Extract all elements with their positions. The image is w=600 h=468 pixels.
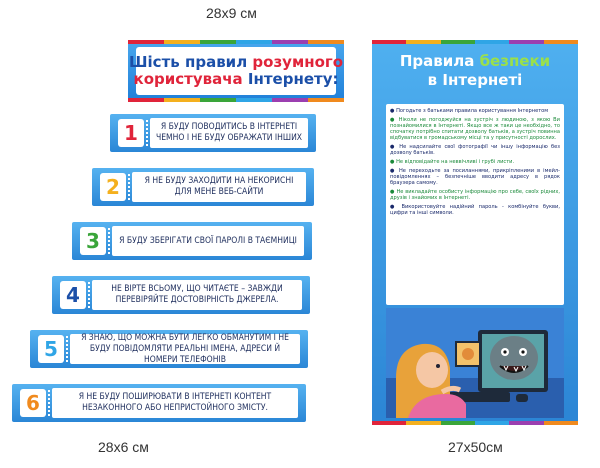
poster-title <box>390 52 560 96</box>
title-text-highlight: розумного <box>252 53 344 71</box>
title-text-box <box>129 47 344 95</box>
perforation <box>146 120 148 146</box>
rule-number: 5 <box>38 335 64 363</box>
poster-bullet: ● Не надсилайте свої фотографії чи іншу інформацію без дозволу батьків. <box>390 144 560 157</box>
rule-card-5 <box>30 330 308 368</box>
poster-bullet: ● Не відповідайте на неввічливі і грубі листи. <box>390 159 515 166</box>
color-stripe <box>128 98 344 102</box>
rule-number: 6 <box>20 389 46 417</box>
poster-bullet-text: Не відповідайте на неввічливі і грубі листи. <box>396 159 515 166</box>
poster-bullet: ● Використовуйте надійний пароль - комбінуйте букви, цифри та інші символи. <box>390 204 560 217</box>
color-stripe <box>372 421 578 425</box>
rule-text: Я НЕ БУДУ ПОШИРЮВАТИ В ІНТЕРНЕТІ КОНТЕНТ НЕЗАКОННОГО АБО НЕПРИСТОЙНОГО ЗМІСТУ. <box>52 388 298 418</box>
rule-card-2 <box>92 168 314 206</box>
title-banner <box>128 40 344 102</box>
dimension-label-bottom-right: 27x50см <box>448 439 503 455</box>
rule-text: Я БУДУ ЗБЕРІГАТИ СВОЇ ПАРОЛІ В ТАЄМНИЦІ <box>112 226 304 256</box>
poster-title-text: Правила <box>399 52 480 70</box>
title-line-1 <box>129 54 343 71</box>
poster-bullet-text: Не надсилайте свої фотографії чи іншу інформацію без дозволу батьків. <box>390 144 560 157</box>
title-text-highlight: користувача <box>133 70 243 88</box>
perforation <box>66 336 68 362</box>
poster-bullet: ● Не переходьте за посиланнями, прикріпленими в імейл-повідомленнях – безпечніше вводити адресу в рядок браузера самому. <box>390 168 560 187</box>
title-line-2 <box>134 71 339 88</box>
rule-card-6 <box>12 384 306 422</box>
poster-bullet: ● Погодьте з батьками правила користування Інтернетом <box>390 108 549 114</box>
poster-bullet-text: Ніколи не погоджуйся на зустріч з людиною, з якою Ви познайомилися в Інтернеті. Якщо все ж таки це необхідно, то спочатку потрібно спитати дозволу батьків, а зустріч повинна відбуватися в громадському місці та у присутності дорослих. <box>390 116 560 142</box>
color-stripe <box>128 40 344 44</box>
rule-text: Я ЗНАЮ, ЩО МОЖНА БУТИ ЛЕГКО ОБМАНУТИМ І НЕ БУДУ ПОВІДОМЛЯТИ РЕАЛЬНІ ІМЕНА, АДРЕСИ Й НОМЕРИ ТЕЛЕФОНІВ <box>70 334 300 364</box>
rule-text: Я БУДУ ПОВОДИТИСЬ В ІНТЕРНЕТІ ЧЕМНО І НЕ БУДУ ОБРАЖАТИ ІНШИХ <box>150 118 308 148</box>
rule-number: 1 <box>118 119 144 147</box>
color-stripe <box>372 40 578 44</box>
poster-bullet-text: Погодьте з батьками правила користування Інтернетом <box>396 108 549 114</box>
perforation <box>48 390 50 416</box>
poster-rules-box <box>386 104 564 305</box>
safety-poster <box>372 40 578 425</box>
rule-card-4 <box>52 276 310 314</box>
poster-bullet: ● Не викладайте особисту інформацію про себе, своїх рідних, друзів і знайомих в Інтернеті. <box>390 189 560 202</box>
poster-bullet: ● Ніколи не погоджуйся на зустріч з людиною, з якою Ви познайомилися в Інтернеті. Якщо все ж таки це необхідно, то спочатку потрібно спитати дозволу батьків, а зустріч повинна відбуватися в громадському місці та у присутності дорослих. <box>390 116 560 142</box>
poster-bullet-text: Не переходьте за посиланнями, прикріпленими в імейл-повідомленнях – безпечніше вводити адресу в рядок браузера самому. <box>390 168 560 187</box>
rule-number: 4 <box>60 281 86 309</box>
title-text: Інтернету: <box>242 70 339 88</box>
title-text: Шість правил <box>129 53 253 71</box>
rule-card-1 <box>110 114 316 152</box>
dimension-label-bottom-left: 28x6 см <box>98 439 149 455</box>
rule-card-3 <box>72 222 312 260</box>
girl-at-computer-illustration <box>386 308 564 418</box>
poster-illustration <box>386 308 564 418</box>
perforation <box>88 282 90 308</box>
rule-text: НЕ ВІРТЕ ВСЬОМУ, ЩО ЧИТАЄТЕ – ЗАВЖДИ ПЕРЕВІРЯЙТЕ ДОСТОВІРНІСТЬ ДЖЕРЕЛА. <box>92 280 302 310</box>
rule-text: Я НЕ БУДУ ЗАХОДИТИ НА НЕКОРИСНІ ДЛЯ МЕНЕ ВЕБ-САЙТИ <box>132 172 306 202</box>
dimension-label-top: 28x9 см <box>206 5 257 21</box>
perforation <box>108 228 110 254</box>
poster-bullet-text: Не викладайте особисту інформацію про себе, своїх рідних, друзів і знайомих в Інтернеті. <box>390 189 560 202</box>
poster-title-highlight: безпеки <box>479 52 551 70</box>
poster-bullet-text: Використовуйте надійний пароль - комбінуйте букви, цифри та інші символи. <box>390 204 560 217</box>
poster-title-text: в Інтернеті <box>427 71 523 89</box>
rule-number: 3 <box>80 227 106 255</box>
rule-number: 2 <box>100 173 126 201</box>
perforation <box>128 174 130 200</box>
